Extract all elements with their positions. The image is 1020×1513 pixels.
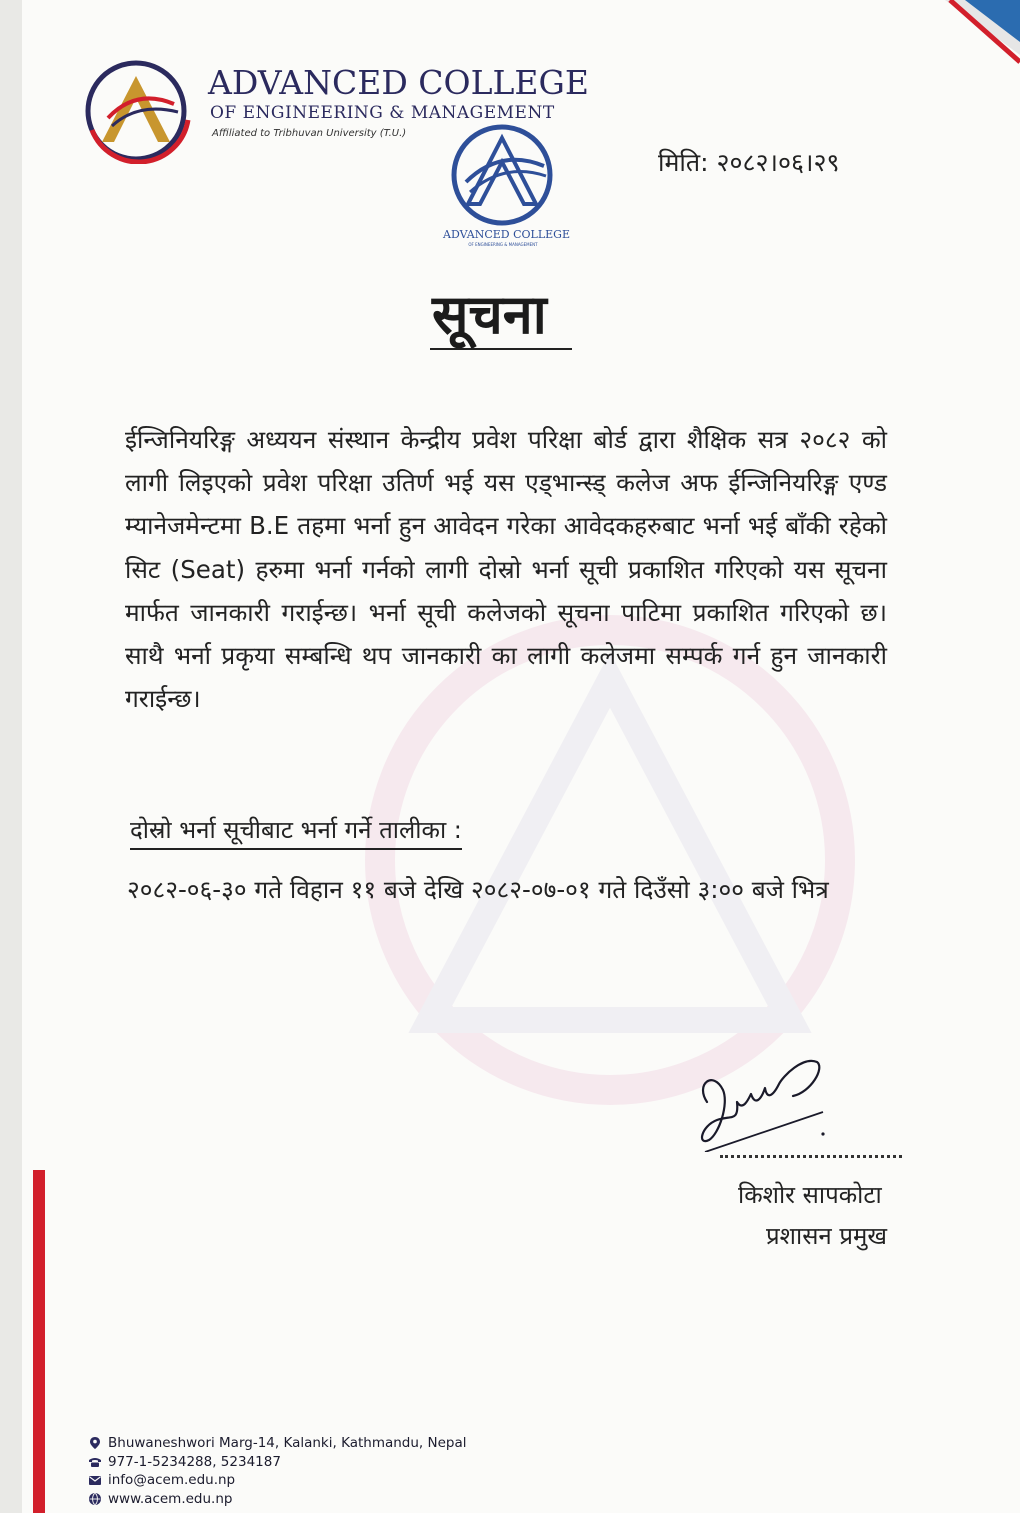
schedule-text: २०८२-०६-३० गते विहान ११ बजे देखि २०८२-०७-०१ गते दिउँसो ३:०० बजे भित्र	[127, 875, 829, 904]
college-logo	[78, 58, 200, 164]
stamp-college-name: ADVANCED COLLEGE	[443, 228, 570, 241]
affiliation-text: Affiliated to Tribhuvan University (T.U.)	[212, 128, 407, 139]
signatory-title: प्रशासन प्रमुख	[766, 1222, 888, 1250]
footer-website-row	[87, 1490, 467, 1509]
footer-email-row	[87, 1471, 467, 1490]
globe-icon	[87, 1493, 103, 1505]
college-subtitle: OF ENGINEERING & MANAGEMENT	[210, 103, 555, 123]
footer-address-row	[87, 1434, 467, 1453]
signatory-name: किशोर सापकोटा	[738, 1181, 882, 1209]
signature-line	[720, 1155, 902, 1158]
notice-body: ईन्जिनियरिङ्ग अध्ययन संस्थान केन्द्रीय प्रवेश परिक्षा बोर्ड द्वारा शैक्षिक सत्र २०८२ को लागी लिइएको प्रवेश परिक्षा उतिर्ण भई यस एड्भान्स्ड् कलेज अफ ईन्जिनियरिङ्ग एण्ड म्यानेजमेन्टमा B.E तहमा भर्ना हुन आवेदन गरेका आवेदकहरुबाट भर्ना भई बाँकी रहेको सिट (Seat) हरुमा भर्ना गर्नको लागी दोस्रो भर्ना सूची प्रकाशित गरिएको यस सूचना मार्फत जानकारी गराईन्छ। भर्ना सूची कलेजको सूचना पाटिमा प्रकाशित गरिएको छ। साथै भर्ना प्रकृया सम्बन्धि थप जानकारी का लागी कलेजमा सम्पर्क गर्न हुन जानकारी गराईन्छ।	[125, 425, 887, 714]
footer-phone-row	[87, 1453, 467, 1472]
title-underline	[430, 348, 572, 350]
date-label: मिति:	[658, 148, 709, 177]
footer-contacts	[87, 1434, 467, 1508]
handwritten-signature	[693, 1042, 833, 1152]
notice-date	[658, 145, 839, 179]
location-icon	[87, 1437, 103, 1449]
college-name: ADVANCED COLLEGE	[208, 63, 589, 102]
footer-phone: 977-1-5234288, 5234187	[108, 1453, 281, 1470]
notice-title: सूचना	[432, 283, 547, 346]
stamp-subtitle: OF ENGINEERING & MANAGEMENT	[468, 242, 538, 247]
footer-email[interactable]: info@acem.edu.np	[108, 1472, 236, 1489]
date-value: २०८२।०६।२९	[716, 148, 840, 177]
footer-address: Bhuwaneshwori Marg-14, Kalanki, Kathmandu, Nepal	[108, 1435, 467, 1452]
page-edge	[0, 0, 22, 1513]
schedule-heading: दोस्रो भर्ना सूचीबाट भर्ना गर्ने तालीका :	[130, 813, 462, 850]
phone-icon	[87, 1457, 103, 1467]
corner-decoration	[920, 0, 1020, 70]
footer-website[interactable]: www.acem.edu.np	[108, 1490, 233, 1507]
email-icon	[87, 1476, 103, 1485]
footer-red-bar	[33, 1170, 45, 1513]
